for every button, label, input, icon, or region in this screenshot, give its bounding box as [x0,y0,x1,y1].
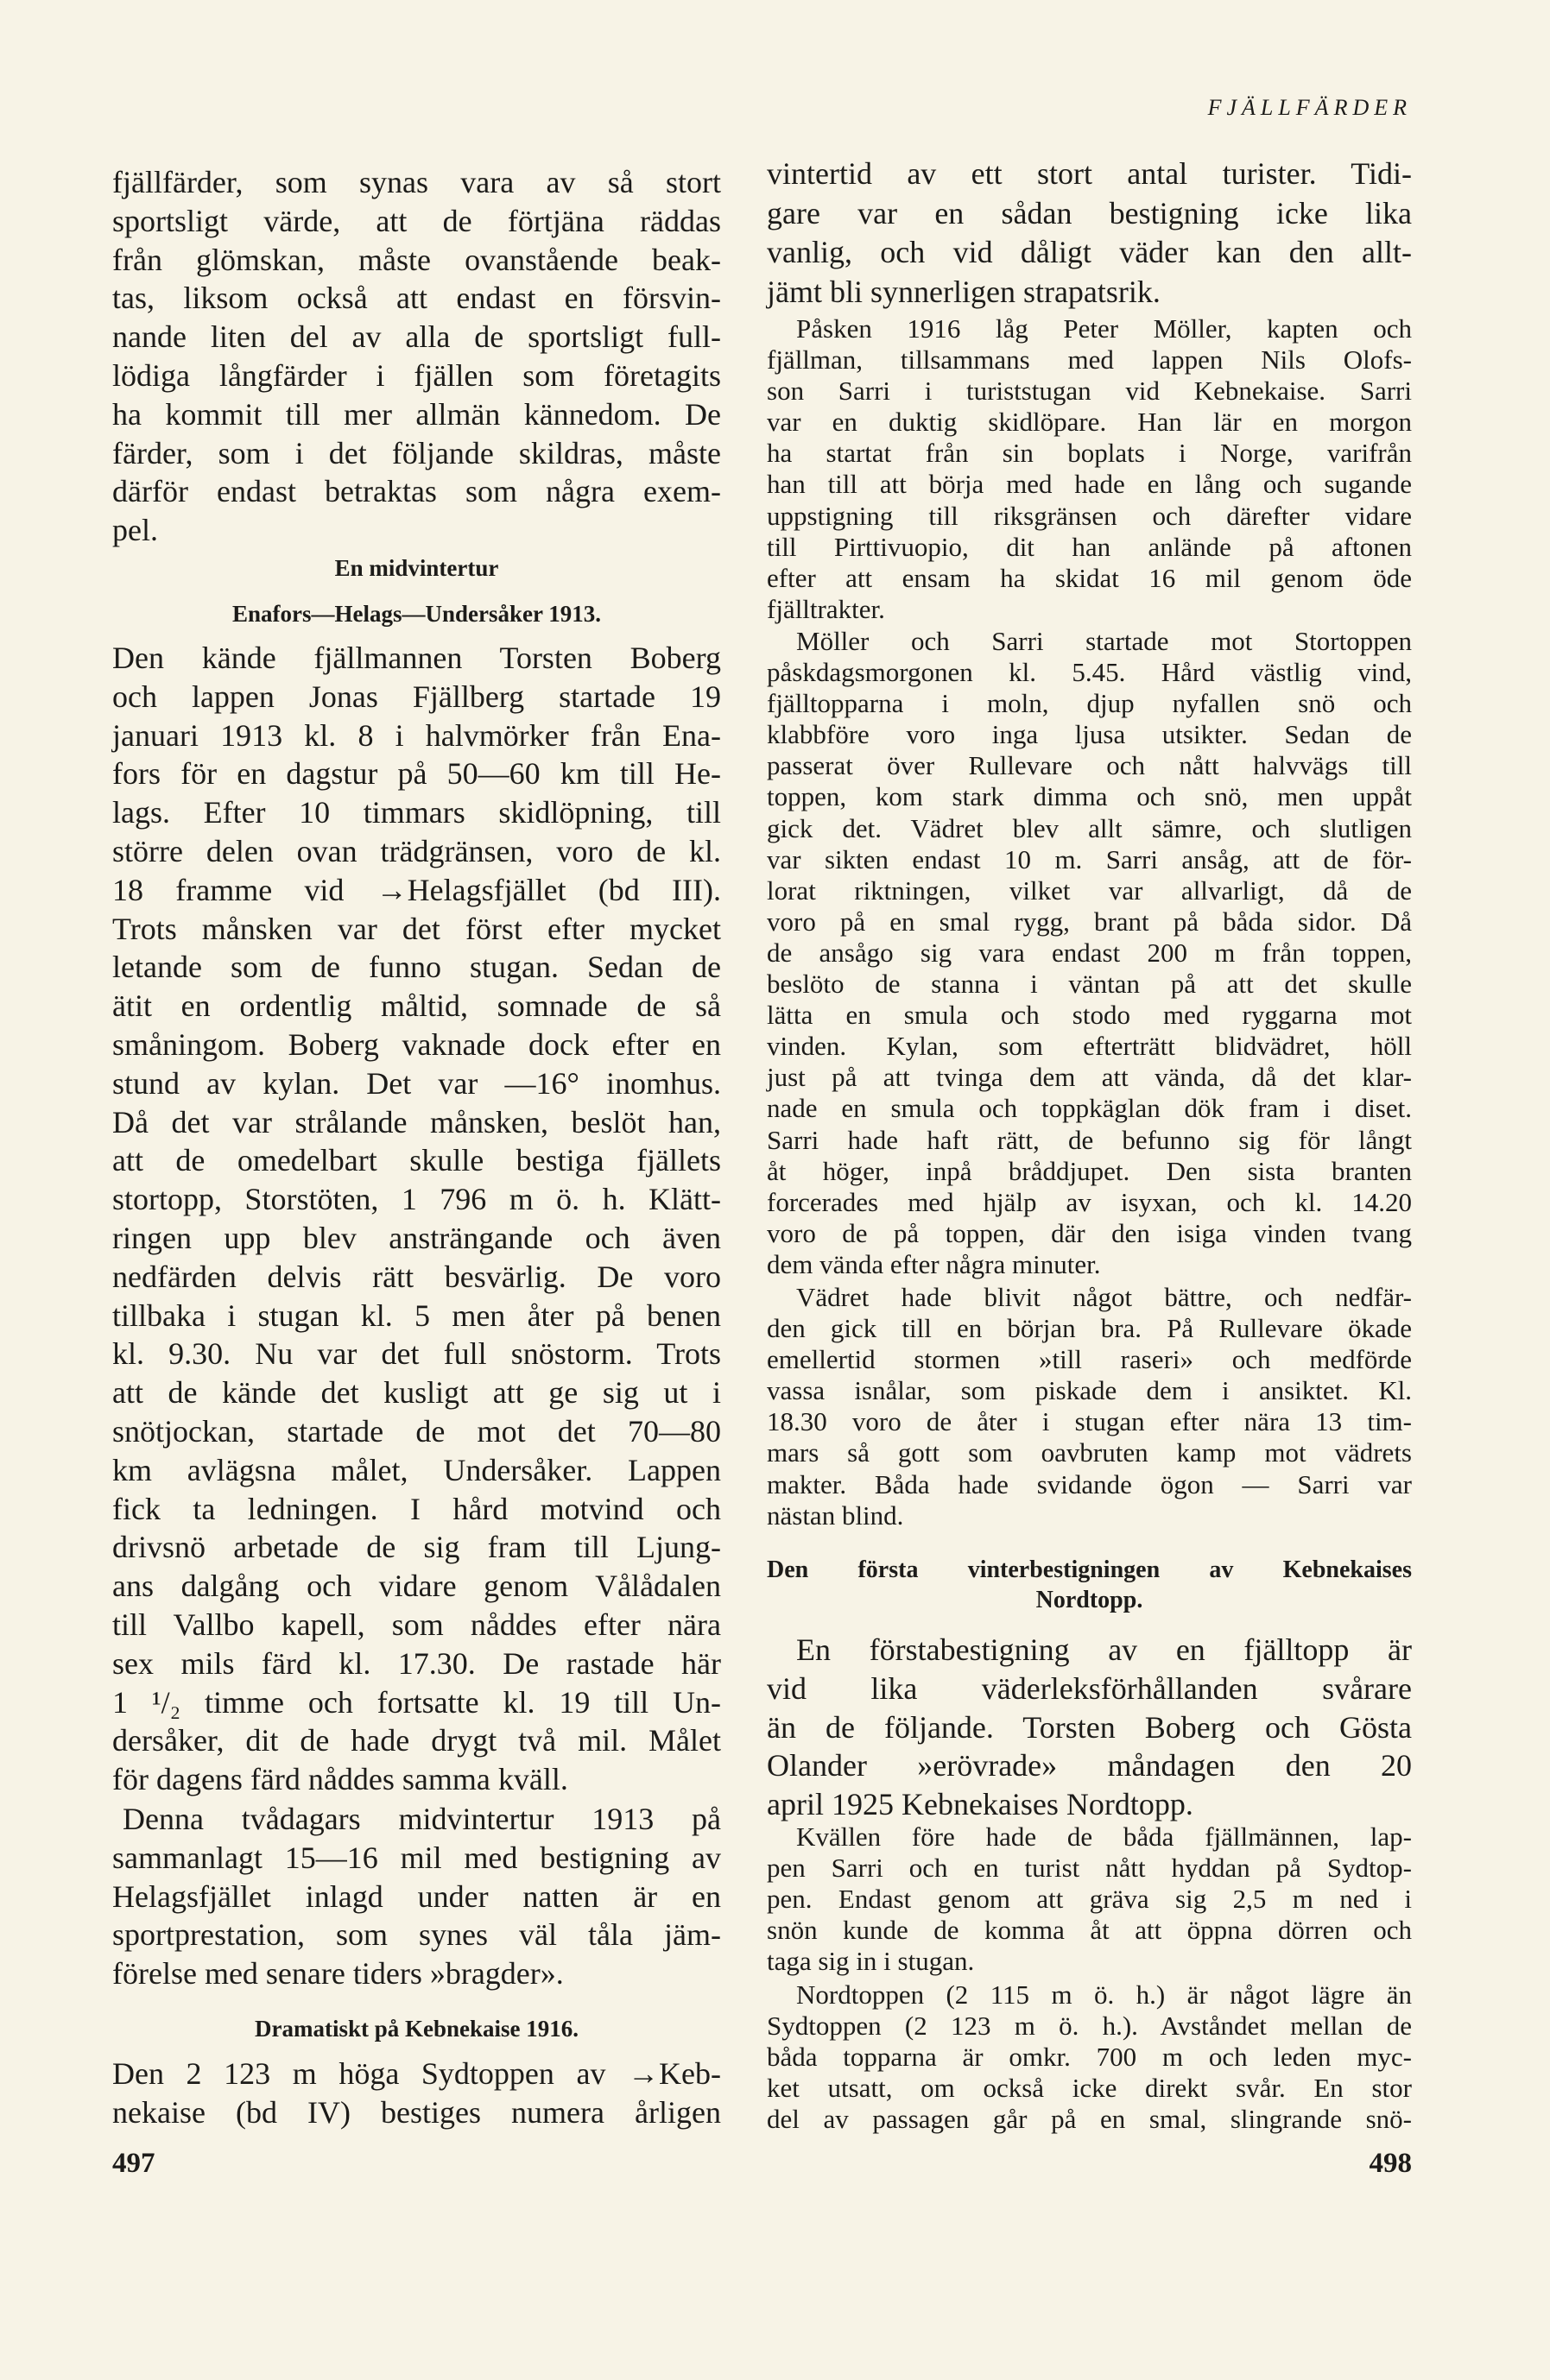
text-line: En midvintertur [334,555,499,581]
text-line: sex mils färd kl. 17.30. De rastade här [112,1645,721,1681]
text-line: Den första vinterbestigningen av Kebnekaises [767,1556,1412,1583]
text-line: ätit en ordentlig måltid, somnade de så [112,988,721,1024]
text-line: Sydtoppen (2 123 m ö. h.). Avståndet mellan de [767,2011,1412,2042]
text-line: fjälltrakter. [767,593,885,624]
text-line: den gick till en början bra. På Rullevare ökade [767,1313,1412,1344]
text-line: letande som de funno stugan. Sedan de [112,950,721,985]
text-line: från glömskan, måste ovanstående beak- [112,242,721,277]
text-line: tas, liksom också att endast en försvin- [112,281,721,316]
text-line: ha kommit till mer allmän kännedom. De [112,396,721,432]
text-line: Helagsfjället inlagd under natten är en [112,1878,721,1914]
text-line: för dagens färd nåddes samma kväll. [112,1762,568,1797]
paragraph [767,1282,1412,1531]
text-line: sammanlagt 15—16 mil med bestigning av [112,1840,721,1875]
text-line: uppstigning till riksgränsen och därefter vidare [767,500,1412,531]
text-line: tillbaka i stugan kl. 5 men åter på benen [112,1297,721,1333]
text-line: klabbföre voro inga ljusa utsikter. Sedan de [767,719,1412,750]
text-line: Nordtopp. [1035,1587,1143,1613]
text-line: att de kände det kusligt att ge sig ut i [112,1375,721,1411]
text-line: pel. [112,513,158,548]
text-line: pen Sarri och en turist nått hyddan på Sydtop- [767,1853,1412,1884]
text-line: nekaise (bd IV) bestiges numera årligen [112,2094,721,2130]
paragraph [767,155,1412,312]
paragraph [767,1631,1412,1824]
text-line: makter. Båda hade svidande ögon — Sarri var [767,1468,1412,1499]
text-line: januari 1913 kl. 8 i halvmörker från Ena- [112,717,721,753]
text-line: ket utsatt, om också icke direkt svår. En stor [767,2073,1412,2104]
text-line: färder, som i det följande skildras, måste [112,435,721,470]
paragraph [112,639,721,1799]
text-line: lags. Efter 10 timmars skidlöpning, till [112,795,721,830]
paragraph [112,163,721,550]
text-line: vintertid av ett stort antal turister. Tidi- [767,156,1412,191]
text-line: mars så gott som oavbruten kamp mot vädrets [767,1437,1412,1468]
text-line: sportprestation, som synes väl tåla jäm- [112,1917,721,1953]
text-line: Sarri hade haft rätt, de befunno sig för långt [767,1124,1412,1155]
text-line: fjällfärder, som synas vara av så stort [112,165,721,199]
page-number-left: 497 [112,2148,155,2179]
text-line: gare var en sådan bestigning icke lika [767,195,1412,230]
text-line: Den 2 123 m höga Sydtoppen av →Keb- [112,2056,721,2091]
text-line: stortopp, Storstöten, 1 796 m ö. h. Klätt- [112,1182,721,1217]
text-line: Denna tvådagars midvintertur 1913 på [123,1802,721,1836]
text-line: var en duktig skidlöpare. Han lär en morgon [767,407,1412,438]
text-line: Den kände fjällmannen Torsten Boberg [112,641,721,675]
text-line: Olander »erövrade» måndagen den 20 [767,1748,1412,1783]
text-line: Dramatiskt på Kebnekaise 1916. [254,2016,579,2042]
text-line: fors för en dagstur på 50—60 km till He- [112,756,721,792]
text-line: lätta en smula och stodo med ryggarna mot [767,1000,1412,1031]
text-line: lödiga långfärder i fjällen som företagits [112,357,721,393]
text-line: därför endast betraktas som några exem- [112,474,721,509]
text-line: Enafors—Helags—Undersåker 1913. [231,601,601,627]
text-line: nade en smula och toppkäglan dök fram i diset. [767,1093,1412,1124]
text-line: Då det var strålande månsken, beslöt han, [112,1104,721,1139]
text-line: dersåker, dit de hade drygt två mil. Målet [112,1723,721,1758]
paragraph [767,1821,1412,1977]
text-line: att de omedelbart skulle bestiga fjällets [112,1143,721,1178]
text-line: taga sig in i stugan. [767,1946,975,1977]
text-line: son Sarri i turiststugan vid Kebnekaise. Sarri [767,376,1412,407]
text-line: nande liten del av alla de sportsligt full- [112,319,721,355]
section-heading [112,2015,721,2042]
page-number-right: 498 [1369,2148,1412,2179]
text-line: påskdagsmorgonen kl. 5.45. Hård västlig vind, [767,657,1412,688]
text-line: 18 framme vid →Helagsfjället (bd III). [112,872,721,907]
text-line: till Vallbo kapell, som nåddes efter nära [112,1607,721,1642]
text-line: gick det. Vädret blev allt sämre, och slutligen [767,812,1412,843]
text-line: båda topparna är omkr. 700 m och leden myc- [767,2042,1412,2073]
text-line: Möller och Sarri startade mot Stortoppen [796,626,1412,656]
text-line: fjällman, tillsammans med lappen Nils Olofs- [767,344,1412,376]
text-line: toppen, kom stark dimma och snö, men uppåt [767,781,1412,812]
text-line: åt höger, inpå bråddjupet. Den sista branten [767,1155,1412,1186]
text-line: kl. 9.30. Nu var det full snöstorm. Trots [112,1336,721,1372]
paragraph [112,2055,721,2132]
text-line: Påsken 1916 låg Peter Möller, kapten och [796,313,1412,344]
text-line: Trots månsken var det först efter mycket [112,911,721,946]
text-line: pen. Endast genom att gräva sig 2,5 m ned i [767,1884,1412,1915]
text-line: nästan blind. [767,1499,904,1531]
text-line: lorat riktningen, vilket var allvarligt, då de [767,874,1412,906]
text-line: ha startat från sin boplats i Norge, varifrån [767,438,1412,469]
text-line: och lappen Jonas Fjällberg startade 19 [112,679,721,714]
text-line: Nordtoppen (2 115 m ö. h.) är något lägre än [796,1979,1412,2010]
text-line: förelse med senare tiders »bragder». [112,1956,564,1992]
text-line: emellertid stormen »till raseri» och medförde [767,1344,1412,1375]
text-line: vanlig, och vid dåligt väder kan den allt- [767,235,1412,269]
text-line: småningom. Boberg vaknade dock efter en [112,1026,721,1062]
text-line: ans dalgång och vidare genom Vålådalen [112,1569,721,1604]
text-line: nedfärden delvis rätt besvärlig. De voro [112,1259,721,1294]
paragraph [767,313,1412,625]
text-line: stund av kylan. Det var —16° inomhus. [112,1065,721,1101]
text-line: Kvällen före hade de båda fjällmännen, lap- [796,1821,1412,1852]
text-line: km avlägsna målet, Undersåker. Lappen [112,1452,721,1487]
text-line: större delen ovan trädgränsen, voro de kl. [112,833,721,868]
text-line: sportsligt värde, att de förtjäna räddas [112,203,721,238]
text-line: vinden. Kylan, som efterträtt blidvädret, höll [767,1031,1412,1062]
text-line: forcerades med hjälp av isyxan, och kl. 14.20 [767,1186,1412,1217]
text-line: Vädret hade blivit något bättre, och nedfär- [796,1282,1412,1312]
text-line: En förstabestigning av en fjälltopp är [796,1632,1412,1667]
text-line: del av passagen går på en smal, slingrande snö- [767,2104,1412,2135]
text-line: jämt bli synnerligen strapatsrik. [767,274,1161,309]
text-line: voro de på toppen, där den isiga vinden tvang [767,1217,1412,1248]
text-line: beslöto de stanna i väntan på att det skulle [767,969,1412,1000]
text-line: april 1925 Kebnekaises Nordtopp. [767,1787,1193,1822]
text-line: vid lika väderleksförhållanden svårare [767,1670,1412,1706]
text-line: än de följande. Torsten Boberg och Gösta [767,1709,1412,1745]
text-line: efter att ensam ha skidat 16 mil genom öde [767,562,1412,593]
section-heading [112,554,721,582]
text-line: han till att börja med hade en lång och sugande [767,469,1412,500]
text-line: fjälltopparna i moln, djup nyfallen snö och [767,688,1412,719]
text-line: ringen upp blev ansträngande och även [112,1220,721,1255]
text-line: drivsnö arbetade de sig fram till Ljung- [112,1530,721,1565]
text-line: fick ta ledningen. I hård motvind och [112,1491,721,1526]
text-line: till Pirttivuopio, dit han anlände på aftonen [767,531,1412,562]
paragraph [767,1979,1412,2135]
text-line: var sikten endast 10 m. Sarri ansåg, att de för- [767,843,1412,874]
paragraph [112,1800,721,1993]
text-line: snötjockan, startade de mot det 70—80 [112,1413,721,1449]
text-line: dem vända efter några minuter. [767,1248,1101,1279]
text-line: de ansågo sig vara endast 200 m från toppen, [767,937,1412,968]
text-line: passerat över Rullevare och nått halvvägs till [767,750,1412,781]
paragraph [767,626,1412,1280]
text-line: just på att tvinga dem att vända, då det klar- [767,1062,1412,1093]
section-heading [767,1555,1412,1615]
section-subheading [112,600,721,628]
text-line: 1 ¹/₂ timme och fortsatte kl. 19 till Un- [112,1684,721,1720]
text-line: vassa isnålar, som piskade dem i ansiktet. Kl. [767,1375,1412,1406]
text-line: snön kunde de komma åt att öppna dörren och [767,1915,1412,1946]
text-line: 18.30 voro de åter i stugan efter nära 13 tim- [767,1406,1412,1437]
text-line: voro på en smal rygg, brant på båda sidor. Då [767,906,1412,937]
running-title: FJÄLLFÄRDER [1207,95,1412,120]
